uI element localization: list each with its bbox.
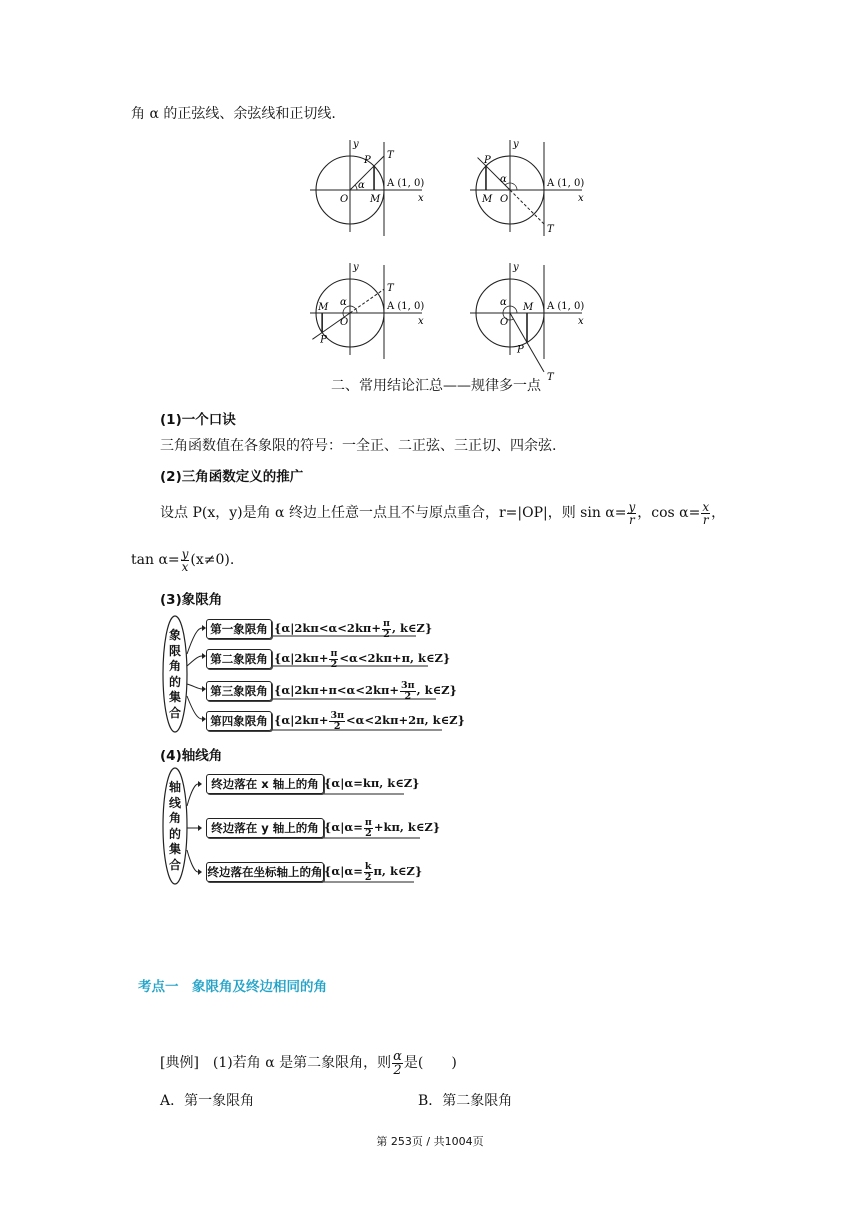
x-axis-label: x (578, 193, 584, 204)
x-axis-label: x (578, 316, 584, 327)
example-fraction (392, 1050, 403, 1077)
extension-to-t (350, 289, 384, 313)
example-frac-num: α (393, 1048, 402, 1064)
brace-char: 集 (168, 842, 181, 856)
set-expression (274, 615, 432, 641)
tan-num: y (181, 546, 189, 561)
point-p-label: P (320, 334, 327, 346)
sin-num: y (628, 499, 636, 514)
trig-figures (300, 128, 590, 383)
intro-line: 角 α 的正弦线、余弦线和正切线. (131, 106, 336, 122)
tan-den: x (181, 559, 189, 574)
item1-heading: (1)一个口诀 (160, 412, 236, 428)
set-expression (324, 770, 420, 796)
x-axis-label: x (418, 316, 424, 327)
origin-label: O (340, 317, 349, 328)
set-part: {α|α= (324, 864, 363, 878)
set-name-box: 终边落在 y 轴上的角 (206, 818, 324, 838)
cos-fraction (701, 501, 710, 526)
brace-char: 限 (168, 643, 181, 658)
quadrant-diagram (158, 614, 465, 736)
item1-text: 三角函数值在各象限的符号：一全正、二正弦、三正切、四余弦. (160, 438, 557, 454)
set-part: <α<2kπ+2π, k∈Z} (346, 713, 465, 727)
set-expression (274, 645, 450, 671)
set-part: , k∈Z} (416, 683, 457, 697)
set-frac-den: 2 (330, 658, 338, 670)
set-frac-den: 2 (404, 690, 412, 702)
sin-den: r (629, 512, 635, 527)
brace-char: 角 (168, 659, 181, 673)
choice-b: B．第二象限角 (418, 1093, 513, 1109)
set-frac-den: 2 (365, 827, 372, 839)
set-frac-num: 3π (401, 679, 415, 691)
set-part: <α<2kπ+π, k∈Z} (339, 651, 451, 665)
cos-den: r (702, 512, 709, 527)
point-p-label: P (517, 344, 524, 356)
point-a-label: A (1, 0) (387, 178, 425, 189)
origin-label: O (500, 317, 509, 328)
set-expression (274, 677, 457, 703)
set-name-box: 终边落在坐标轴上的角 (206, 862, 324, 882)
tan-fraction (181, 548, 190, 573)
set-name-box: 终边落在 x 轴上的角 (206, 774, 324, 794)
set-frac-den: 2 (364, 871, 372, 883)
set-part: {α|α= (324, 820, 363, 834)
example-frac-den: 2 (393, 1062, 402, 1078)
extension-to-t (374, 156, 384, 166)
section-two-title: 二、常用结论汇总——规律多一点 (331, 378, 541, 394)
cos-num: x (702, 499, 710, 514)
angle-arc (355, 185, 357, 190)
set-fraction (364, 862, 373, 883)
set-part: {α|2kπ+ (274, 713, 329, 727)
item2-heading: (2)三角函数定义的推广 (160, 469, 304, 485)
brace-char: 轴 (168, 780, 181, 794)
set-fraction (329, 649, 338, 670)
point-m-label: M (318, 302, 329, 313)
set-part: {α|2kπ+ (274, 651, 329, 665)
set-frac-den: 2 (333, 720, 341, 732)
brace-char: 线 (168, 795, 181, 810)
brace-char: 合 (168, 857, 181, 872)
item2-line2-b: (x≠0). (190, 552, 235, 568)
quadrant-brace-label (167, 628, 183, 721)
point-m-label: M (370, 194, 381, 205)
item2-line2-a: tan α= (131, 552, 180, 568)
kaodian-heading: 考点一 象限角及终边相同的角 (138, 979, 327, 995)
terminal-side (510, 313, 527, 342)
extension-to-t (527, 342, 544, 371)
alpha-label: α (500, 174, 507, 185)
point-a-label: A (1, 0) (387, 301, 425, 312)
set-frac-num: π (382, 617, 390, 629)
set-part: +kπ, k∈Z} (373, 820, 441, 834)
set-expression (324, 858, 422, 884)
set-fraction (329, 711, 345, 732)
brace-char: 象 (168, 628, 181, 642)
axis-brace-label (167, 780, 183, 873)
item2-line1 (160, 498, 725, 528)
origin-label: O (500, 194, 509, 205)
sin-fraction (627, 501, 636, 526)
y-axis-label: y (353, 139, 359, 150)
alpha-label: α (500, 297, 507, 308)
y-axis-label: y (353, 262, 359, 273)
set-frac-den: 2 (383, 628, 390, 640)
brace-char: 集 (168, 690, 181, 704)
set-part: π, k∈Z} (373, 864, 423, 878)
set-part: {α|2kπ<α<2kπ+ (274, 621, 381, 635)
y-axis-label: y (513, 139, 519, 150)
point-t-label: T (387, 150, 394, 161)
y-axis-label: y (513, 262, 519, 273)
brace-char: 合 (168, 705, 181, 720)
set-expression (324, 814, 440, 840)
point-a-label: A (1, 0) (547, 178, 585, 189)
set-fraction (382, 619, 391, 640)
set-part: {α|α=kπ, k∈Z} (324, 776, 420, 790)
point-m-label: M (481, 194, 493, 205)
point-a-label: A (1, 0) (547, 301, 585, 312)
set-frac-num: π (330, 647, 338, 659)
item2-line1-c: ， (711, 505, 726, 521)
point-t-label: T (547, 224, 554, 235)
item2-line1-b: ，cos α= (637, 505, 701, 521)
x-axis-label: x (418, 193, 424, 204)
set-fraction (400, 681, 416, 702)
alpha-label: α (358, 180, 365, 191)
alpha-label: α (340, 297, 347, 308)
item2-line1-a: 设点 P(x，y)是角 α 终边上任意一点且不与原点重合，r=|OP|，则 sin α= (160, 505, 627, 521)
set-expression (274, 707, 465, 733)
point-p-label: P (364, 154, 371, 166)
item4-heading: (4)轴线角 (160, 748, 223, 764)
set-name-box: 第二象限角 (206, 649, 272, 669)
origin-label: O (340, 194, 349, 205)
brace-char: 角 (168, 811, 181, 825)
point-t-label: T (547, 371, 554, 383)
set-name-box: 第四象限角 (206, 711, 272, 731)
example-suffix: 是( ) (403, 1055, 457, 1071)
example-prefix: [典例] (1)若角 α 是第二象限角，则 (160, 1055, 392, 1071)
brace-char: 的 (168, 674, 181, 689)
set-frac-num: k (364, 860, 372, 872)
brace-char: 的 (168, 826, 181, 841)
set-frac-num: 3π (330, 709, 345, 721)
set-fraction (364, 818, 373, 839)
choice-a: A．第一象限角 (160, 1093, 255, 1109)
set-part: , k∈Z} (391, 621, 433, 635)
example-line (160, 1048, 457, 1078)
point-t-label: T (387, 283, 394, 295)
point-m-label: M (523, 302, 534, 313)
set-frac-num: π (364, 816, 372, 828)
set-name-box: 第三象限角 (206, 681, 272, 701)
set-name-box: 第一象限角 (206, 619, 272, 639)
point-p-label: P (483, 154, 491, 166)
item3-heading: (3)象限角 (160, 592, 223, 608)
item2-line2 (131, 545, 234, 575)
set-part: {α|2kπ+π<α<2kπ+ (274, 683, 400, 697)
page-footer: 第 253页 / 共1004页 (376, 1135, 484, 1148)
axis-angle-diagram (158, 766, 458, 888)
